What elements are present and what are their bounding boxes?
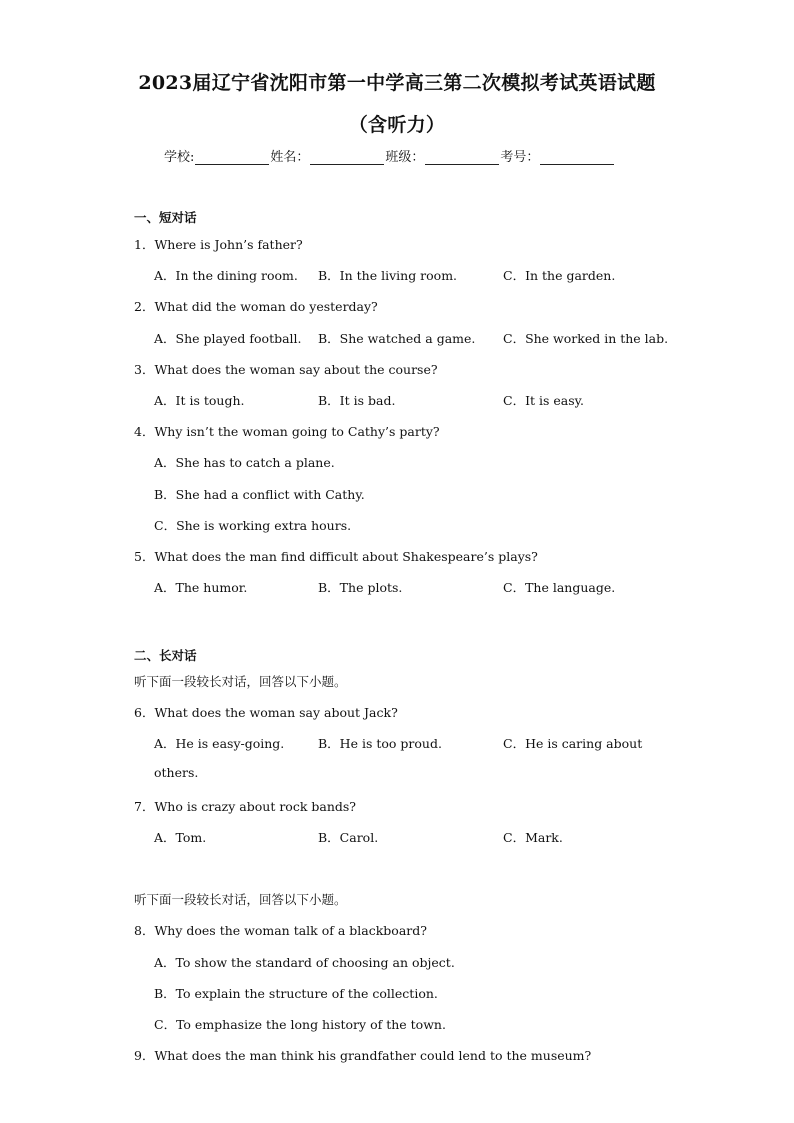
option-b: B．The plots. [318,580,403,595]
option-b: B．To explain the structure of the collection. [154,986,438,1001]
exam-number-label: 考号： [500,150,540,165]
option-c: C．To emphasize the long history of the town. [154,1017,446,1032]
option-c: C．She is working extra hours. [154,518,352,533]
question-stem: 1．Where is John’s father? [134,237,303,252]
option-a: A．She played football. [154,331,302,346]
option-c: C．In the garden. [503,268,616,283]
exam-number-blank[interactable] [540,151,614,165]
option-a: A．She has to catch a plane. [154,455,335,470]
option-b: B．He is too proud. [318,736,442,751]
exam-title: 2023届辽宁省沈阳市第一中学高三第二次模拟考试英语试题 [138,72,656,94]
section-instruction: 听下面一段较长对话，回答以下小题。 [134,674,347,689]
option-a: A．In the dining room. [154,268,298,283]
name-label: 姓名： [270,150,310,165]
question-stem: 5．What does the man find difficult about Shakespeare’s plays? [134,549,538,564]
option-b: B．It is bad. [318,393,396,408]
option-a: A．It is tough. [154,393,245,408]
option-c: C．He is caring about [503,736,643,751]
option-a: A．To show the standard of choosing an object. [154,955,455,970]
section-instruction: 听下面一段较长对话，回答以下小题。 [134,892,347,907]
option-a: A．Tom. [154,830,207,845]
option-c: C．Mark. [503,830,563,845]
question-stem: 2．What did the woman do yesterday? [134,299,378,314]
school-blank[interactable] [195,151,269,165]
school-label: 学校: [164,150,195,165]
question-stem: 3．What does the woman say about the course? [134,362,438,377]
class-blank[interactable] [425,151,499,165]
name-blank[interactable] [310,151,384,165]
question-stem: 4．Why isn’t the woman going to Cathy’s party? [134,424,440,439]
question-stem: 8．Why does the woman talk of a blackboard? [134,923,427,938]
section-heading: 二、长对话 [134,648,197,663]
option-a: A．He is easy-going. [154,736,285,751]
option-b: B．She watched a game. [318,331,476,346]
option-c: C．It is easy. [503,393,585,408]
option-b: B．In the living room. [318,268,458,283]
option-c: C．She worked in the lab. [503,331,669,346]
option-a: A．The humor. [154,580,248,595]
option-c-continuation: others. [154,765,199,780]
option-b: B．Carol. [318,830,379,845]
section-heading: 一、短对话 [134,210,197,225]
question-stem: 6．What does the woman say about Jack? [134,705,398,720]
class-label: 班级： [385,150,425,165]
option-c: C．The language. [503,580,616,595]
question-stem: 9．What does the man think his grandfather could lend to the museum? [134,1048,592,1063]
student-info-row [164,146,615,165]
option-b: B．She had a conflict with Cathy. [154,487,365,502]
question-stem: 7．Who is crazy about rock bands? [134,799,356,814]
exam-subtitle: （含听力） [348,114,446,136]
